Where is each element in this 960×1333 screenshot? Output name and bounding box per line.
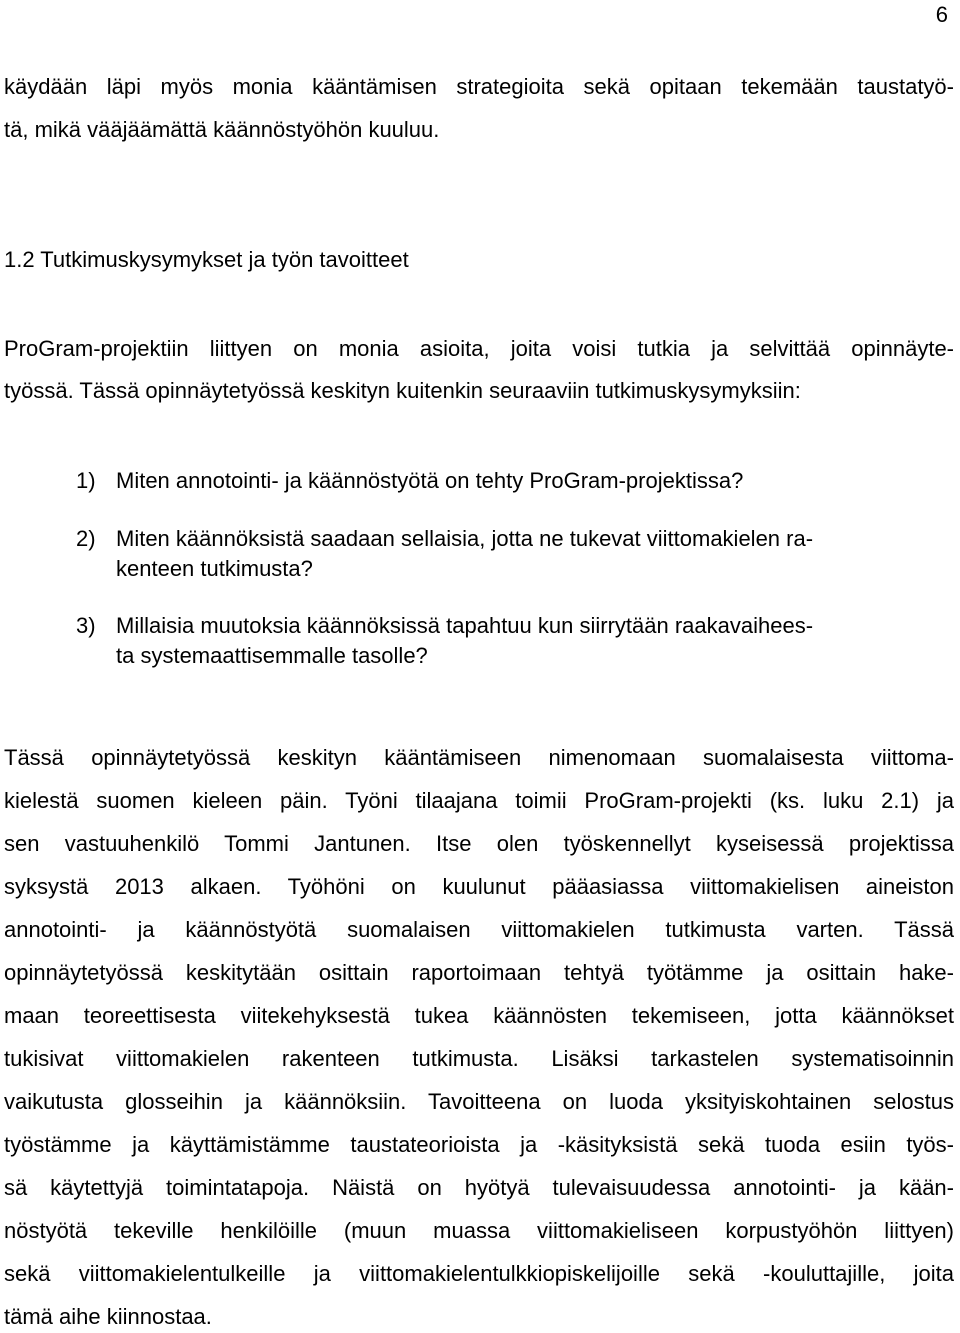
paragraph-line: kielestä suomen kieleen päin. Työni tilaajana toimii ProGram-projekti (ks. luku 2.1) ja (4, 788, 954, 813)
section-heading: 1.2 Tutkimuskysymykset ja työn tavoitteet (4, 247, 409, 272)
paragraph-line: sen vastuuhenkilö Tommi Jantunen. Itse olen työskennellyt kyseisessä projektissa (4, 831, 954, 856)
question-line: Miten käännöksistä saadaan sellaisia, jotta ne tukevat viittomakielen ra- (116, 526, 814, 551)
page-number: 6 (935, 2, 948, 27)
paragraph-line: annotointi- ja käännöstyötä suomalaisen viittomakielen tutkimusta varten. Tässä (4, 917, 954, 942)
intro-line: tä, mikä vääjäämättä käännöstyöhön kuuluu. (4, 117, 440, 142)
question-number: 3) (76, 613, 96, 638)
paragraph-line: syksystä 2013 alkaen. Työhöni on kuulunut pääasiassa viittomakielisen aineiston (4, 874, 954, 899)
question-line: Miten annotointi- ja käännöstyötä on tehty ProGram-projektissa? (116, 468, 744, 493)
paragraph-line: ProGram-projektiin liittyen on monia asioita, joita voisi tutkia ja selvittää opinnäyte- (4, 336, 954, 361)
paragraph-line: sä käytettyjä toimintatapoja. Näistä on hyötyä tulevaisuudessa annotointi- ja kään- (4, 1175, 954, 1200)
question-line: Millaisia muutoksia käännöksissä tapahtuu kun siirrytään raakavaihees- (116, 613, 814, 638)
paragraph-line: sekä viittomakielentulkeille ja viittomakielentulkkiopiskelijoille sekä -kouluttajille, joita (4, 1261, 954, 1286)
paragraph-line: Tässä opinnäytetyössä keskityn kääntämiseen nimenomaan suomalaisesta viittoma- (4, 745, 954, 770)
paragraph-line: työstämme ja käyttämistämme taustateorioista ja -käsityksistä sekä tuoda esiin työs- (4, 1132, 954, 1157)
paragraph-line: nöstyötä tekeville henkilöille (muun muassa viittomakieliseen korpustyöhön liittyen) (4, 1218, 954, 1243)
paragraph-line: tukisivat viittomakielen rakenteen tutkimusta. Lisäksi tarkastelen systematisoinnin (4, 1046, 954, 1071)
question-line: ta systemaattisemmalle tasolle? (116, 643, 428, 668)
paragraph-line: maan teoreettisesta viitekehyksestä tukea käännösten tekemiseen, jotta käännökset (4, 1003, 954, 1028)
intro-line: käydään läpi myös monia kääntämisen strategioita sekä opitaan tekemään taustatyö- (4, 74, 954, 99)
paragraph-line: opinnäytetyössä keskitytään osittain raportoimaan tehtyä työtämme ja osittain hake- (4, 960, 954, 985)
paragraph-line: tämä aihe kiinnostaa. (4, 1304, 212, 1329)
paragraph-line: työssä. Tässä opinnäytetyössä keskityn kuitenkin seuraaviin tutkimuskysymyksiin: (4, 378, 801, 403)
question-number: 2) (76, 526, 96, 551)
question-number: 1) (76, 468, 96, 493)
question-line: kenteen tutkimusta? (116, 556, 313, 581)
paragraph-line: vaikutusta glosseihin ja käännöksiin. Tavoitteena on luoda yksityiskohtainen selostus (4, 1089, 954, 1114)
